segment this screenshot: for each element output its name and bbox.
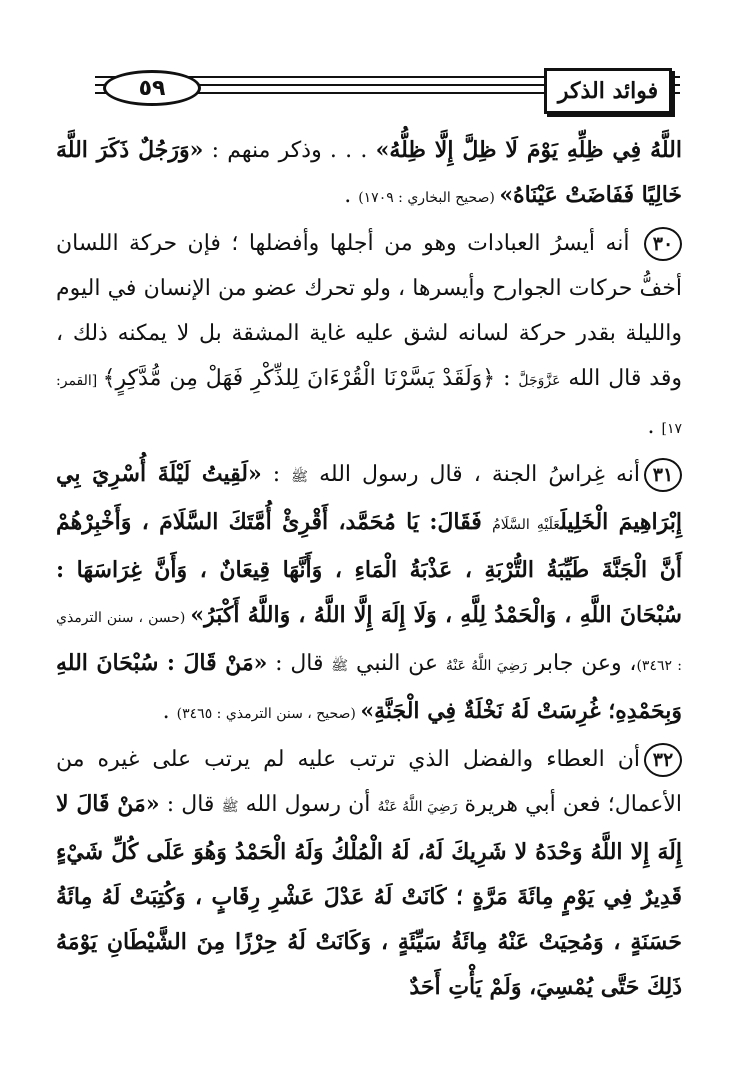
- quran-verse: ﴿وَلَقَدْ يَسَّرْنَا الْقُرْءَانَ لِلذِّكْرِ فَهَلْ مِن مُّدَّكِرٍ﴾: [102, 366, 496, 391]
- honorific: رَضِيَ اللَّهُ عَنْهُ: [445, 658, 527, 674]
- honorific: ﷺ: [221, 799, 239, 815]
- honorific: رَضِيَ اللَّهُ عَنْهُ: [377, 799, 458, 815]
- hadith-text: «مَنْ قَالَ : سُبْحَانَ اللهِ وَبِحَمْدِهِ؛ غُرِسَتْ لَهُ نَخْلَةٌ فِي الْجَنَّةِ»: [56, 650, 682, 724]
- honorific: ﷺ: [331, 658, 349, 674]
- item-number-badge: ٣١: [644, 458, 682, 492]
- hadith-text: «وَرَجُلٌ ذَكَرَ اللَّهَ خَالِيًا فَفَاضَتْ عَيْنَاهُ»: [56, 137, 682, 208]
- body-text: . . . وذكر منهم :: [203, 138, 376, 163]
- body-text: :: [495, 366, 519, 391]
- body-text: أنه أيسرُ العبادات وهو من أجلها وأفضلها ؛ فإن حركة اللسان أخفُّ حركات الجوارح وأيسرها ، ولو تحرك عضو من الإنسان في اليوم والليلة بقدر حركة لسانه لشق عليه غاية المشقة بل لا يمكنه ذلك ، وقد قال الله: [56, 231, 682, 391]
- body-text: قال :: [159, 792, 222, 817]
- hadith-text: «لَقِيتُ لَيْلَةَ أُسْرِيَ بِي إِبْرَاهِيمَ الْخَلِيلَ: [56, 461, 682, 535]
- verse-reference: [القمر: ١٧]: [56, 373, 682, 437]
- hadith-source: (حسن ، سنن الترمذي : ٣٤٦٢): [56, 610, 682, 674]
- body-text: عن النبي: [348, 651, 446, 676]
- hadith-source: (صحيح البخاري : ١٧٠٩): [358, 190, 500, 206]
- continued-paragraph: [56, 128, 682, 221]
- hadith-source: (صحيح ، سنن الترمذي : ٣٤٦٥): [176, 706, 361, 722]
- honorific: عَزَّوَجَلَّ: [518, 373, 561, 389]
- page-body: [56, 128, 682, 1010]
- honorific: ﷺ: [291, 469, 309, 485]
- book-title: فوائد الذكر: [544, 68, 672, 114]
- page-number: ٥٩: [103, 70, 201, 106]
- item-number-badge: ٣٠: [644, 227, 682, 261]
- punctuation: .: [647, 414, 662, 439]
- hadith-text: فَقَالَ: يَا مُحَمَّد، أَقْرِئْ أُمَّتَكَ السَّلَامَ ، وَأَخْبِرْهُمْ أَنَّ الْجَنَّةَ طَيِّبَةُ التُّرْبَةِ ، عَذْبَةُ الْمَاءِ ، وَأَنَّهَا قِيعَانٌ ، وَأَنَّ غِرَاسَهَا : سُبْحَانَ اللَّهِ ، وَالْحَمْدُ لِلَّهِ ، وَلَا إِلَهَ إِلَّا اللَّهُ ، وَاللَّهُ أَكْبَرُ»: [56, 509, 682, 628]
- benefit-31: [56, 452, 682, 737]
- honorific: عَلَيْهِ السَّلَامُ: [492, 517, 561, 533]
- body-text: قال :: [267, 651, 332, 676]
- body-text: ، وعن جابر: [526, 651, 637, 676]
- hadith-text: «مَنْ قَالَ لا إِلَهَ إِلا اللَّهُ وَحْدَهُ لا شَرِيكَ لَهُ، لَهُ الْمُلْكُ وَلَهُ الْحَمْدُ وَهُوَ عَلَى كُلِّ شَيْءٍ قَدِيرٌ فِي يَوْمٍ مِائَةَ مَرَّةٍ ؛ كَانَتْ لَهُ عَدْلَ عَشْرِ رِقَابٍ ، وَكُتِبَتْ لَهُ مِائَةُ حَسَنَةٍ ، وَمُحِيَتْ عَنْهُ مِائَةُ سَيِّئَةٍ ، وَكَانَتْ لَهُ حِرْزًا مِنَ الشَّيْطَانِ يَوْمَهُ ذَلِكَ حَتَّى يُمْسِيَ، وَلَمْ يَأْتِ أَحَدٌ: [56, 791, 682, 1000]
- punctuation: .: [162, 699, 177, 724]
- body-text: أن العطاء والفضل الذي ترتب عليه لم يرتب على غيره من الأعمال؛ فعن أبي هريرة: [56, 747, 682, 817]
- hadith-text: اللَّهُ فِي ظِلِّهِ يَوْمَ لَا ظِلَّ إِلَّا ظِلُّهُ»: [375, 137, 682, 163]
- benefit-32: [56, 737, 682, 1010]
- punctuation: .: [344, 183, 359, 208]
- benefit-30: [56, 221, 682, 452]
- body-text: أن رسول الله: [238, 792, 378, 817]
- item-number-badge: ٣٢: [644, 743, 682, 777]
- page-header: [95, 62, 680, 118]
- body-text: :: [261, 462, 292, 487]
- body-text: أنه غِراسُ الجنة ، قال رسول الله: [308, 462, 640, 487]
